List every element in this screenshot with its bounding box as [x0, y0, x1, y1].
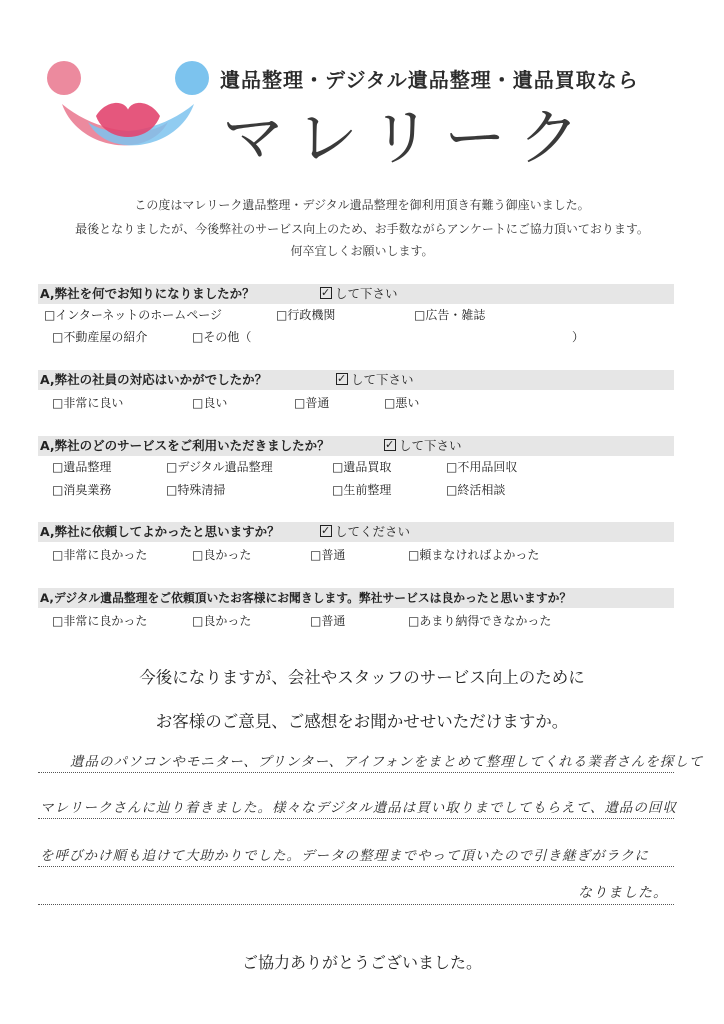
intro-line-2: 最後となりましたが、今後弊社のサービス向上のため、お手数ながらアンケートにご協力頂いております。 — [75, 222, 649, 236]
option[interactable]: □特殊清掃 — [166, 483, 226, 497]
ruled-line — [38, 772, 674, 773]
ruled-line — [38, 818, 674, 819]
question-4-text: A,弊社に依頼してよかったと思いますか？ — [40, 524, 280, 539]
option[interactable]: □良かった — [192, 614, 252, 628]
option[interactable]: □不用品回収 — [446, 460, 518, 474]
checkbox-checked-icon — [320, 287, 332, 299]
question-3-text: A,弊社のどのサービスをご利用いただきましたか？ — [40, 438, 330, 453]
option[interactable]: □行政機関 — [276, 308, 336, 322]
handwritten-line-4: なりました。 — [578, 885, 668, 901]
intro-line-1: この度はマレリーク遺品整理・デジタル遺品整理を御利用頂き有難う御座いました。 — [134, 198, 590, 212]
option[interactable]: □終活相談 — [446, 483, 506, 497]
question-4-instruction: ✓ してください — [320, 522, 410, 542]
feedback-prompt-2: お客様のご意見、ご感想をお聞かせせいただけますか。 — [155, 712, 569, 731]
option[interactable]: □普通 — [310, 548, 346, 562]
option-other[interactable]: □その他（ — [192, 330, 252, 344]
tagline: 遺品整理・デジタル遺品整理・遺品買取なら — [220, 68, 639, 92]
question-1-text: A,弊社を何でお知りになりましたか？ — [40, 286, 255, 301]
question-5 — [38, 588, 674, 608]
option[interactable]: □普通 — [310, 614, 346, 628]
option[interactable]: □非常に良い — [52, 396, 124, 410]
option[interactable]: □頼まなければよかった — [408, 548, 540, 562]
option[interactable]: □良い — [192, 396, 228, 410]
checkbox-checked-icon — [336, 373, 348, 385]
option[interactable]: □デジタル遺品整理 — [166, 460, 273, 474]
ruled-line — [38, 904, 674, 905]
checkbox-checked-icon — [384, 439, 396, 451]
option[interactable]: □消臭業務 — [52, 483, 112, 497]
thanks-message: ご協力ありがとうございました。 — [241, 953, 482, 972]
question-5-text: A,デジタル遺品整理をご依頼頂いたお客様にお聞きします。弊社サービスは良かったと思いますか？ — [40, 591, 572, 605]
handwritten-line-1: 遺品のパソコンやモニター、プリンター、アイフォンをまとめて整理してくれる業者さんを探して — [70, 754, 704, 770]
handwritten-line-2: マレリークさんに辿り着きました。様々なデジタル遺品は買い取りまでしてもらえて、遺品の回収 — [40, 800, 677, 816]
question-3 — [38, 436, 674, 456]
feedback-prompt-1: 今後になりますが、会社やスタッフのサービス向上のために — [139, 668, 585, 687]
option[interactable]: □生前整理 — [332, 483, 392, 497]
question-2-instruction: ✓ して下さい — [336, 370, 414, 390]
ruled-line — [38, 866, 674, 867]
option[interactable]: □非常に良かった — [52, 614, 148, 628]
question-2 — [38, 370, 674, 390]
option[interactable]: □不動産屋の紹介 — [52, 330, 148, 344]
question-2-text: A,弊社の社員の対応はいかがでしたか？ — [40, 372, 268, 387]
question-1 — [38, 284, 674, 304]
option-other-close: ） — [572, 330, 585, 344]
option[interactable]: □非常に良かった — [52, 548, 148, 562]
option[interactable]: □悪い — [384, 396, 420, 410]
question-4 — [38, 522, 674, 542]
handwritten-line-3: を呼びかけ順も追けて大助かりでした。データの整理までやって頂いたので引き継ぎがラクに — [40, 848, 649, 864]
option[interactable]: □遺品買取 — [332, 460, 392, 474]
option[interactable]: □良かった — [192, 548, 252, 562]
question-3-instruction: ✓ して下さい — [384, 436, 462, 456]
option[interactable]: □遺品整理 — [52, 460, 112, 474]
intro-line-3: 何卒宜しくお願いします。 — [290, 244, 434, 258]
checkbox-checked-icon — [320, 525, 332, 537]
question-1-instruction: ✓ して下さい — [320, 284, 398, 304]
option[interactable]: □あまり納得できなかった — [408, 614, 552, 628]
option[interactable]: □普通 — [294, 396, 330, 410]
brand-name: マレリーク — [222, 101, 593, 174]
logo-icon — [38, 60, 218, 160]
option[interactable]: □インターネットのホームページ — [44, 308, 223, 322]
option[interactable]: □広告・雑誌 — [414, 308, 486, 322]
